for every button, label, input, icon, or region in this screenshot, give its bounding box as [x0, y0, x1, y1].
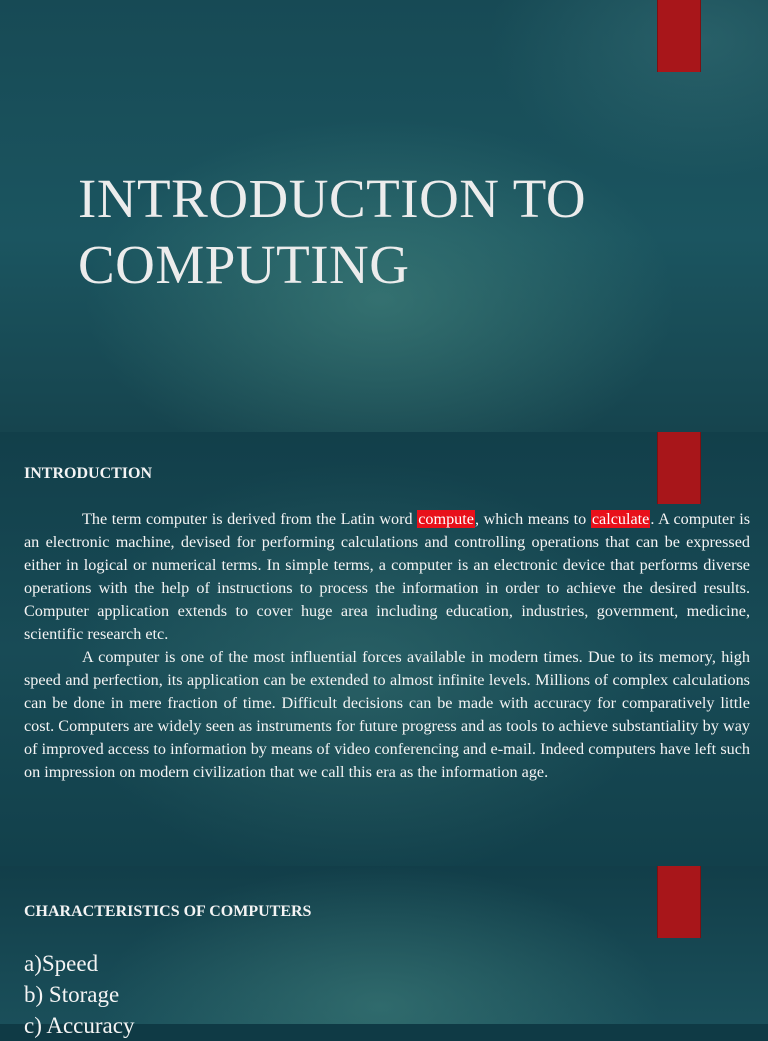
- highlight-compute: compute: [418, 510, 474, 528]
- title-line-2: COMPUTING: [78, 234, 410, 295]
- introduction-paragraph-1: [24, 508, 750, 646]
- slide-title: [78, 166, 638, 298]
- introduction-slide: [0, 432, 768, 866]
- highlight-calculate: calculate: [591, 510, 650, 528]
- list-item: a)Speed: [24, 951, 99, 976]
- list-item: c) Accuracy: [24, 1013, 135, 1038]
- para1-middle: , which means to: [474, 510, 591, 528]
- characteristics-list: [24, 948, 134, 1041]
- title-slide: [0, 0, 768, 432]
- introduction-paragraph-2: A computer is one of the most influential forces available in modern times. Due to its memory, high speed and perfection, its application can be extended to almost infinite levels. Millions of complex calculations can be done in mere fraction of time. Difficult decisions can be made with accuracy for comparatively little cost. Computers are widely seen as instruments for future progress and as tools to achieve substantiality by way of improved access to information by means of video conferencing and e-mail. Indeed computers have left such on impression on modern civilization that we call this era as the information age.: [24, 648, 750, 781]
- introduction-body: [24, 508, 750, 784]
- red-accent-tab: [657, 0, 701, 72]
- title-line-1: INTRODUCTION TO: [78, 168, 587, 229]
- red-accent-tab: [657, 866, 701, 938]
- para1-after: . A computer is an electronic machine, devised for performing calculations and controlling operations that can be expressed either in logical or numerical terms. In simple terms, a computer is an electronic device that performs diverse operations with the help of instructions to process the information in order to achieve the desired results. Computer application extends to cover huge area including education, industries, government, medicine, scientific research etc.: [24, 510, 750, 643]
- red-accent-tab: [657, 432, 701, 504]
- characteristics-slide: [0, 866, 768, 1038]
- characteristics-heading: CHARACTERISTICS OF COMPUTERS: [24, 903, 312, 920]
- list-item: b) Storage: [24, 982, 120, 1007]
- para1-before: The term computer is derived from the Latin word: [82, 510, 418, 528]
- introduction-heading: INTRODUCTION: [24, 465, 153, 482]
